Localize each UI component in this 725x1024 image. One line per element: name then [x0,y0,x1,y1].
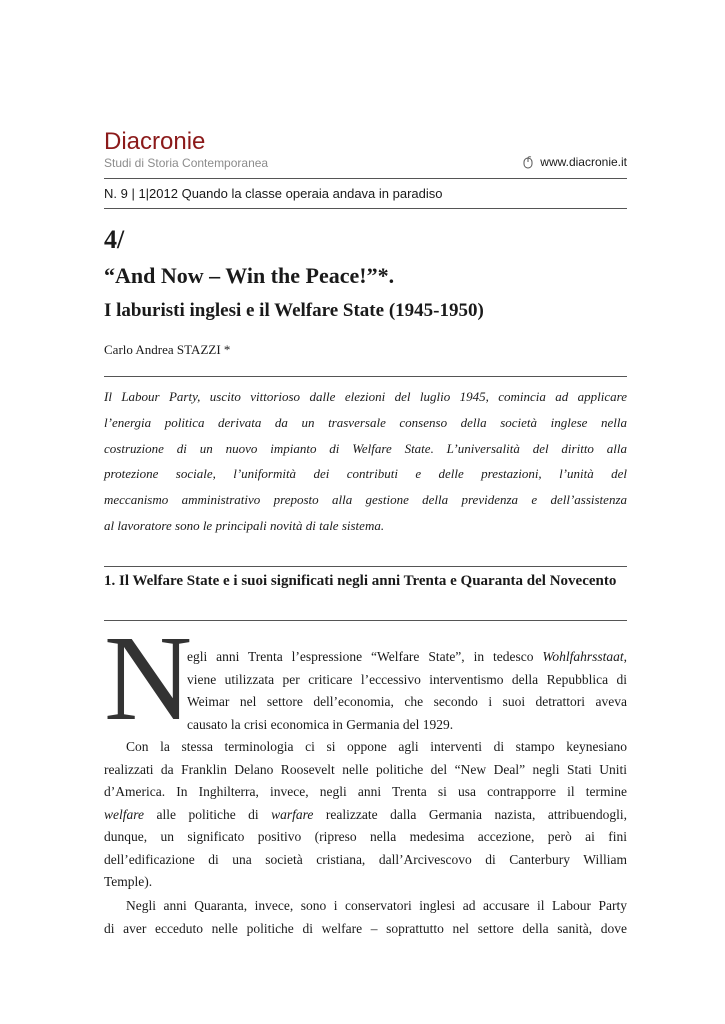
section-top-rule [104,566,627,567]
paragraph-line: di aver ecceduto nelle politiche di welfare – soprattutto nel settore della sanità, dove [104,920,627,936]
paragraph-line: Negli anni Quaranta, invece, sono i conservatori inglesi ad accusare il Labour Party [126,898,627,913]
abstract-line: Il Labour Party, uscito vittorioso dalle elezioni del luglio 1945, comincia ad applicare [104,389,627,404]
abstract [104,384,627,539]
journal-title: Diacronie [104,128,206,155]
abstract-line: al lavoratore sono le principali novità di tale sistema. [104,517,385,533]
paragraph-line: viene utilizzata per criticare l’eccessivo interventismo della Repubblica di [187,671,627,687]
section-heading: 1. Il Welfare State e i suoi significati negli anni Trenta e Quaranta del Novecento [104,573,617,589]
issue-rule [104,208,627,209]
paragraph-1 [187,646,627,736]
paragraph-line: Temple). [104,874,153,889]
abstract-top-rule [104,376,627,377]
paragraph-line: dunque, un significato positivo (ripreso nella medesima accezione, però ai fini [104,829,627,844]
paragraph-line: realizzati da Franklin Delano Roosevelt nelle politiche del “New Deal” negli Stati Uniti [104,761,627,777]
paragraph-line: welfare alle politiche di warfare realizzate dalla Germania nazista, attribuendogli, [104,806,627,822]
website-link[interactable] [522,155,627,169]
paragraph-line: d’America. In Inghilterra, invece, negli anni Trenta si usa contrapporre il termine [104,784,627,799]
drop-cap: N [104,611,193,746]
paragraph-line: dell’edificazione di una società cristiana, dall’Arcivescovo di Canterbury William [104,851,627,867]
mouse-icon [522,156,534,169]
journal-subtitle: Studi di Storia Contemporanea [104,156,269,170]
article-number: 4/ [104,225,125,254]
paragraph-3 [104,895,627,940]
paragraph-line: Weimar nel settore dell’economia, che secondo i suoi detrattori aveva [187,694,627,709]
abstract-line: costruzione di un nuovo impianto di Welfare State. L’universalità del diritto alla [104,440,627,456]
article-subtitle: I laburisti inglesi e il Welfare State (1945-1950) [104,300,484,321]
article-title: “And Now – Win the Peace!”*. [104,263,395,288]
paragraph-line: Con la stessa terminologia ci si oppone agli interventi di stampo keynesiano [126,739,627,754]
abstract-line: l’energia politica derivata da un trasversale consenso della società inglese nella [104,414,627,430]
paragraph-2 [104,736,627,894]
paragraph-line: causato la crisi economica in Germania del 1929. [187,716,454,732]
paragraph-line: egli anni Trenta l’espressione “Welfare State”, in tedesco Wohlfahrsstaat, [187,649,627,664]
author-name: Carlo Andrea STAZZI * [104,342,231,357]
header-rule [104,178,627,179]
website-url: www.diacronie.it [540,155,627,169]
abstract-line: meccanismo amministrativo preposto alla gestione della previdenza e dell’assistenza [104,492,627,508]
abstract-line: protezione sociale, l’uniformità dei contributi e delle prestazioni, l’unità del [104,466,627,482]
issue-line: N. 9 | 1|2012 Quando la classe operaia andava in paradiso [104,186,443,201]
